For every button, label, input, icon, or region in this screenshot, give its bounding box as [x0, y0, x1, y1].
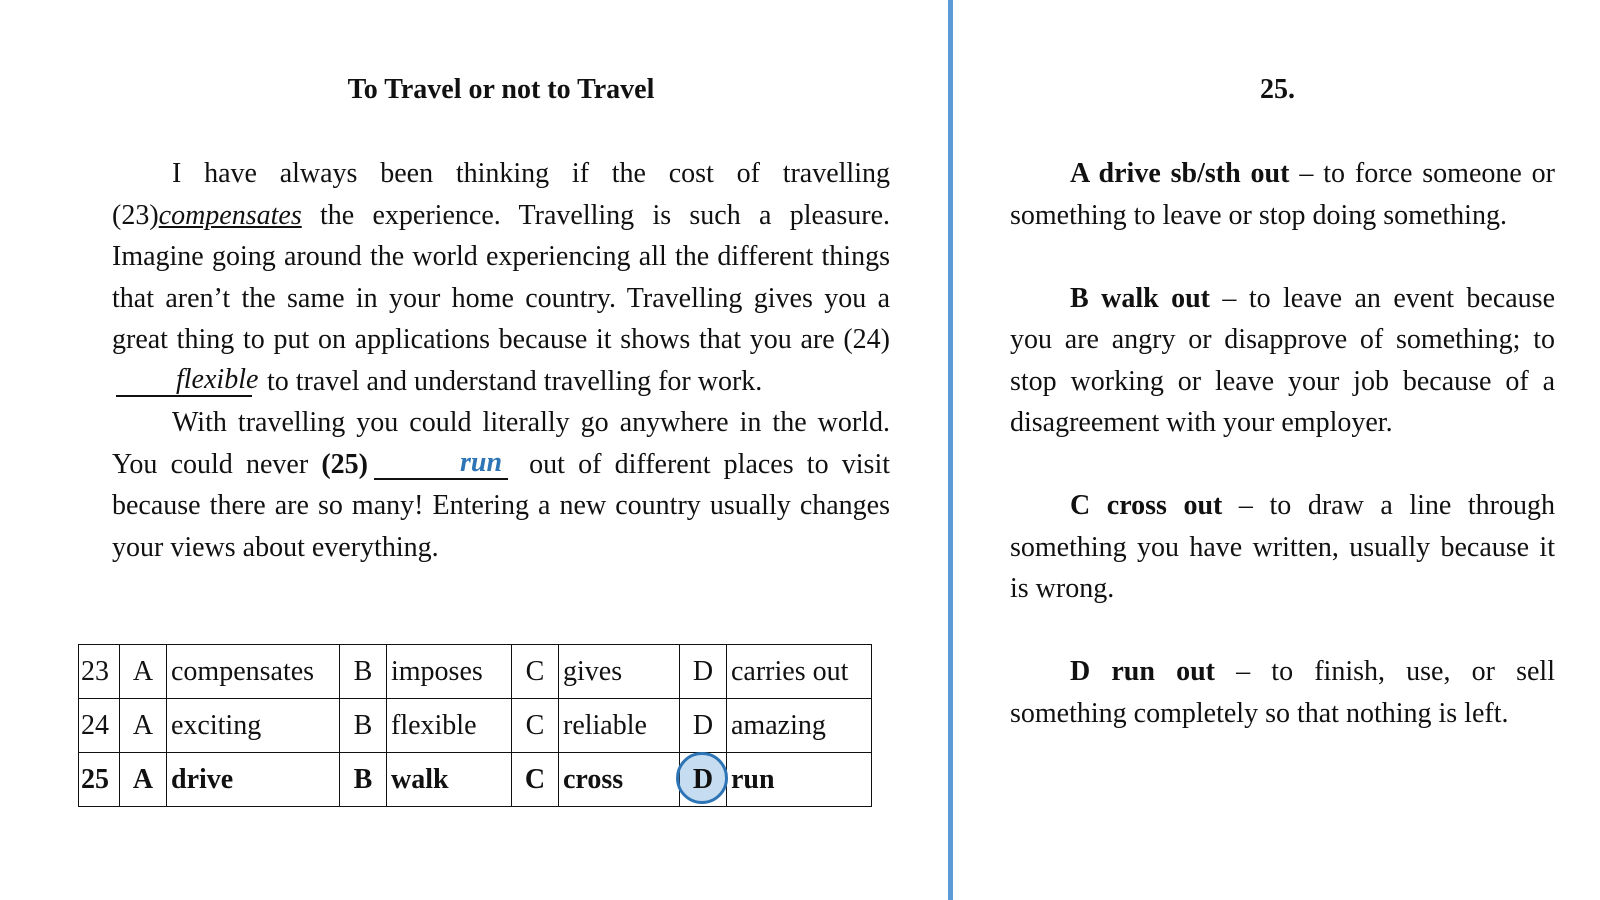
- option-letter-c: C: [512, 699, 559, 753]
- table-row: [79, 753, 872, 807]
- option-letter-c: C: [512, 645, 559, 699]
- option-b: flexible: [387, 699, 512, 753]
- definitions: [1010, 153, 1555, 776]
- question-number: 24: [79, 699, 120, 753]
- p1-text-3: to travel and understand travelling for work.: [267, 365, 763, 397]
- definition-item: [1010, 651, 1555, 734]
- definition-text: – to force someone or something to leave or stop doing something.: [1010, 158, 1556, 231]
- definition-text: – to draw a line through something you have written, usually because it is wrong.: [1010, 490, 1555, 604]
- option-letter-a: A: [120, 699, 167, 753]
- table-row: [79, 645, 872, 699]
- page-divider: [948, 0, 953, 900]
- definition-item: [1010, 153, 1555, 236]
- explanation-title: 25.: [1260, 74, 1295, 105]
- p1-text-2: the experience. Travelling is such a pleasure. Imagine going around the world experiencing all the different things that aren’t the same in your home country. Travelling gives you a great thing to put on applications because it shows that you are (24): [112, 199, 890, 355]
- option-letter-b: B: [340, 699, 387, 753]
- question-25-number: (25): [321, 448, 368, 480]
- question-number: 23: [79, 645, 120, 699]
- option-letter-a: A: [120, 753, 167, 807]
- option-d: run: [727, 753, 872, 807]
- option-letter-b: B: [340, 645, 387, 699]
- option-a: compensates: [167, 645, 340, 699]
- option-letter-d: D: [692, 763, 714, 795]
- definition-text: – to finish, use, or sell something completely so that nothing is left.: [1010, 656, 1555, 729]
- definition-item: [1010, 278, 1555, 444]
- option-c: cross: [559, 753, 680, 807]
- option-d: carries out: [727, 645, 872, 699]
- option-letter-c: C: [512, 753, 559, 807]
- definition-item: [1010, 485, 1555, 610]
- options-table: [78, 644, 872, 807]
- option-letter-d: D: [680, 699, 727, 753]
- option-c: reliable: [559, 699, 680, 753]
- p2-text-2: out of different places to visit because there are so many! Entering a new country usually changes your views about everything.: [112, 448, 890, 563]
- p1-text-1: I have always been thinking if the cost of travelling (23): [112, 158, 890, 231]
- question-number: 25: [79, 753, 120, 807]
- blank-24: [116, 363, 259, 397]
- answer-24: flexible: [176, 363, 259, 395]
- option-b: imposes: [387, 645, 512, 699]
- passage: [112, 153, 890, 568]
- definition-text: – to leave an event because you are angry or disapprove of something; to stop working or leave your job because of a disagreement with your employer.: [1010, 282, 1555, 438]
- option-letter-d: D: [680, 645, 727, 699]
- definition-term: D run out: [1070, 656, 1215, 687]
- table-row: [79, 699, 872, 753]
- p2-text-1: With travelling you could literally go anywhere in the world. You could never: [112, 407, 890, 480]
- option-c: gives: [559, 645, 680, 699]
- option-letter-b: B: [340, 753, 387, 807]
- paragraph-1: [112, 153, 890, 402]
- selected-option-letter-d[interactable]: [680, 753, 727, 807]
- answer-25: run: [459, 446, 503, 478]
- definition-term: B walk out: [1070, 282, 1210, 314]
- option-d: amazing: [727, 699, 872, 753]
- definition-term: A drive sb/sth out: [1070, 158, 1290, 189]
- passage-title: To Travel or not to Travel: [347, 74, 655, 105]
- option-a: drive: [167, 753, 340, 807]
- option-b: walk: [387, 753, 512, 807]
- option-a: exciting: [167, 699, 340, 753]
- option-letter-a: A: [120, 645, 167, 699]
- blank-25: [374, 448, 508, 480]
- right-page: [955, 0, 1600, 900]
- paragraph-2: [112, 402, 890, 568]
- definition-term: C cross out: [1070, 490, 1223, 521]
- answer-23: compensates: [158, 199, 302, 231]
